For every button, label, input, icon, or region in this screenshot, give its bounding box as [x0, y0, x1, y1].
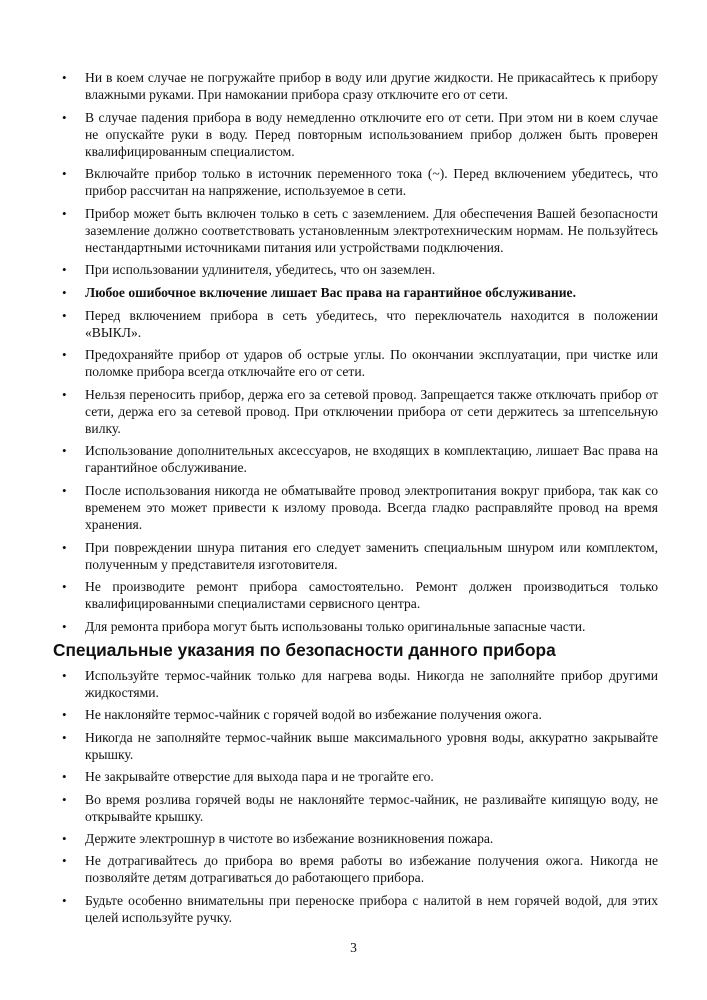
- list-item: [62, 284, 658, 301]
- list-item: [62, 482, 658, 533]
- bullet-icon: •: [62, 769, 67, 785]
- list-item-text: Используйте термос-чайник только для нагрева воды. Никогда не заполняйте прибор другими жидкостями.: [85, 668, 658, 700]
- general-safety-list: [62, 69, 658, 640]
- bullet-icon: •: [62, 579, 67, 595]
- bullet-icon: •: [62, 205, 67, 221]
- bullet-icon: •: [62, 482, 67, 498]
- list-item: [62, 852, 658, 886]
- list-item-text: Прибор может быть включен только в сеть с заземлением. Для обеспечения Вашей безопасности заземление должно соответствовать установленным электротехническим нормам. Не пользуйтесь нестандартными источниками питания или устройствами подключения.: [85, 205, 658, 255]
- bullet-icon: •: [62, 386, 67, 402]
- section-heading: Специальные указания по безопасности данного прибора: [53, 640, 556, 660]
- list-item-text: После использования никогда не обматывайте провод электропитания вокруг прибора, так как со временем это может привести к излому провода. Всегда гладко расправляйте провод на время хранения.: [85, 482, 658, 532]
- bullet-icon: •: [62, 347, 67, 363]
- list-item: [62, 261, 658, 278]
- list-item-text: Перед включением прибора в сеть убедитесь, что переключатель находится в положении «ВЫКЛ».: [85, 307, 658, 340]
- bullet-icon: •: [62, 284, 67, 300]
- list-item-text: Любое ошибочное включение лишает Вас права на гарантийное обслуживание.: [85, 284, 576, 300]
- bullet-icon: •: [62, 892, 67, 908]
- list-item-text: Для ремонта прибора могут быть использованы только оригинальные запасные части.: [85, 618, 586, 634]
- list-item: [62, 892, 658, 926]
- bullet-icon: •: [62, 707, 67, 723]
- list-item-text: Использование дополнительных аксессуаров, не входящих в комплектацию, лишает Вас права на гарантийное обслуживание.: [85, 443, 658, 476]
- list-item-text: Никогда не заполняйте термос-чайник выше максимального уровня воды, аккуратно закрывайте крышку.: [85, 729, 658, 762]
- list-item-text: Не закрывайте отверстие для выхода пара и не трогайте его.: [85, 769, 434, 785]
- list-item: [62, 165, 658, 199]
- list-item: [62, 205, 658, 256]
- bullet-icon: •: [62, 618, 67, 634]
- list-item: [62, 768, 658, 785]
- list-item-text: Не производите ремонт прибора самостоятельно. Ремонт должен производиться только квалифицированными специалистами сервисного центра.: [85, 579, 658, 612]
- list-item-text: Нельзя переносить прибор, держа его за сетевой провод. Запрещается также отключать прибор от сети, держа его за сетевой провод. При отключении прибора от сети держитесь за штепсельную вилку.: [85, 386, 658, 436]
- list-item-text: Во время розлива горячей воды не наклоняйте термос-чайник, не разливайте кипящую воду, не открывайте крышку.: [85, 791, 658, 824]
- bullet-icon: •: [62, 853, 67, 869]
- page-number: 3: [350, 940, 357, 955]
- list-item: [62, 307, 658, 341]
- bullet-icon: •: [62, 166, 67, 182]
- list-item-text: Предохраняйте прибор от ударов об острые углы. По окончании эксплуатации, при чистке или поломке прибора всегда отключайте его от сети.: [85, 347, 658, 380]
- bullet-icon: •: [62, 443, 67, 459]
- bullet-icon: •: [62, 109, 67, 125]
- list-item-text: В случае падения прибора в воду немедленно отключите его от сети. При этом ни в коем случае не опускайте руки в воду. Перед повторным использованием прибор должен быть проверен квалифицированным специалистом.: [85, 109, 658, 159]
- list-item: [62, 618, 658, 635]
- bullet-icon: •: [62, 729, 67, 745]
- list-item-text: При повреждении шнура питания его следует заменить специальным шнуром или комплектом, полученным у представителя изготовителя.: [85, 539, 658, 572]
- list-item-text: Будьте особенно внимательны при переноске прибора с налитой в нем горячей водой, для этих целей используйте ручку.: [85, 892, 658, 925]
- bullet-icon: •: [62, 307, 67, 323]
- bullet-icon: •: [62, 539, 67, 555]
- list-item-text: При использовании удлинителя, убедитесь, что он заземлен.: [85, 262, 436, 278]
- list-item: [62, 442, 658, 476]
- list-item-text: Ни в коем случае не погружайте прибор в воду или другие жидкости. Не прикасайтесь к прибору влажными руками. При намокании прибора сразу отключите его от сети.: [85, 70, 658, 102]
- list-item: [62, 386, 658, 437]
- list-item-text: Не дотрагивайтесь до прибора во время работы во избежание получения ожога. Никогда не позволяйте детям дотрагиваться до работающего прибора.: [85, 853, 658, 886]
- bullet-icon: •: [62, 70, 67, 85]
- bullet-icon: •: [62, 791, 67, 807]
- bullet-icon: •: [62, 668, 67, 683]
- special-safety-list: [62, 667, 658, 931]
- list-item: [62, 729, 658, 763]
- list-item-text: Не наклоняйте термос-чайник с горячей водой во избежание получения ожога.: [85, 707, 542, 723]
- list-item: [62, 667, 658, 701]
- bullet-icon: •: [62, 830, 67, 846]
- list-item: [62, 539, 658, 573]
- list-item: [62, 69, 658, 103]
- list-item: [62, 830, 658, 847]
- list-item-text: Держите электрошнур в чистоте во избежание возникновения пожара.: [85, 830, 494, 846]
- bullet-icon: •: [62, 262, 67, 278]
- list-item: [62, 578, 658, 612]
- list-item: [62, 706, 658, 723]
- list-item: [62, 791, 658, 825]
- list-item: [62, 109, 658, 160]
- list-item-text: Включайте прибор только в источник переменного тока (~). Перед включением убедитесь, что прибор рассчитан на напряжение, используемое в сети.: [85, 166, 658, 199]
- list-item: [62, 346, 658, 380]
